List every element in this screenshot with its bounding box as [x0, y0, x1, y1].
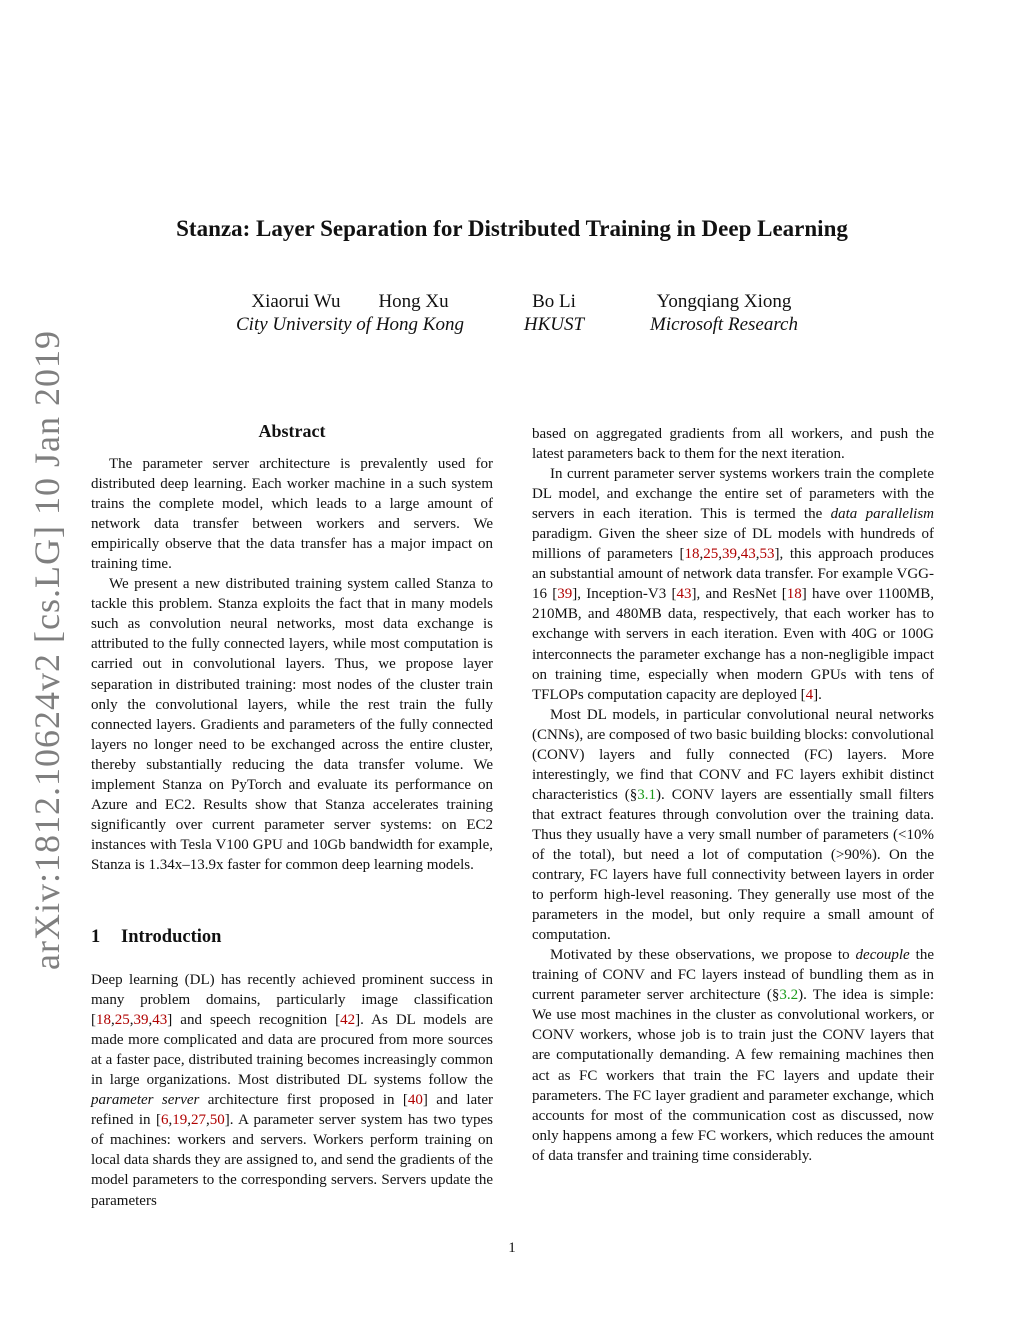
intro-left-column: [91, 970, 493, 1211]
citation-link[interactable]: 39: [721, 546, 737, 563]
intro-paragraph-1: Deep learning (DL) has recently achieved prominent success in many problem domains, particularly image classification [18,25,39,43] and speech recognition [42]. As DL models are made more complicated and data are procured from more sources at a faster pace, distributed training becomes increasingly common in large organizations. Most distributed DL systems follow the parameter server architecture first proposed in [40] and later refined in [6,19,27,50]. A parameter server system has two types of machines: workers and servers. Workers perform training on local data shards they are assigned to, and send the gradients of the model parameters to the corresponding servers. Servers update the parameters: [91, 972, 493, 1209]
abstract-paragraph-1: The parameter server architecture is prevalently used for distributed deep learning. Each worker machine in a such system trains the complete model, which leads to a large amount of network data transfer between workers and servers. We empirically observe that the data transfer has a major impact on training time.: [91, 456, 493, 573]
citation-link[interactable]: 19: [172, 1112, 188, 1129]
page-number: 1: [508, 1240, 516, 1256]
citation-link[interactable]: 43: [740, 546, 756, 563]
citation-link[interactable]: 18: [786, 586, 802, 603]
intro-paragraph-1-continued: based on aggregated gradients from all workers, and push the latest parameters back to them for the next iteration.: [532, 426, 934, 463]
author-block-3: [634, 290, 814, 336]
section-ref-link[interactable]: 3.2: [779, 987, 799, 1004]
citation-link[interactable]: 39: [557, 586, 573, 603]
section-ref-link[interactable]: 3.1: [637, 786, 657, 803]
arxiv-stamp-text: arXiv:1812.10624v2 [cs.LG] 10 Jan 2019: [27, 330, 68, 970]
citation-link[interactable]: 42: [340, 1012, 356, 1029]
author-affiliation: Microsoft Research: [650, 314, 798, 335]
author-block-1: [220, 290, 480, 336]
citation-link[interactable]: 25: [703, 546, 719, 563]
author-names: Bo Li: [532, 291, 576, 312]
citation-link[interactable]: 43: [676, 586, 692, 603]
citation-link[interactable]: 6: [160, 1112, 169, 1129]
abstract-body: [91, 454, 493, 875]
citation-link[interactable]: 4: [805, 686, 814, 703]
author-names: Yongqiang Xiong: [656, 291, 792, 312]
citation-link[interactable]: 18: [684, 546, 700, 563]
author-names: Xiaorui Wu Hong Xu: [251, 291, 449, 312]
citation-link[interactable]: 18: [96, 1012, 111, 1029]
citation-link[interactable]: 25: [114, 1012, 130, 1029]
section-number: 1: [91, 927, 101, 947]
author-affiliation: City University of Hong Kong: [236, 314, 464, 335]
arxiv-stamp: [18, 330, 76, 970]
author-block-2: [504, 290, 604, 336]
author-affiliation: HKUST: [523, 314, 585, 335]
intro-right-column: [532, 424, 934, 1166]
paper-title: Stanza: Layer Separation for Distributed Training in Deep Learning: [176, 216, 848, 241]
section-heading-introduction: [91, 927, 221, 948]
abstract-paragraph-2: We present a new distributed training system called Stanza to tackle this problem. Stanza exploits the fact that in many models such as convolution neural networks, most data exchange is attributed to the fully connected layers, while most computation is carried out in convolutional layers. Thus, we propose layer separation in distributed training: most nodes of the cluster train only the convolutional layers, while the rest train the fully connected layers. Gradients and parameters of the fully connected layers no longer need to be exchanged across the entire cluster, thereby substantially reducing the data transfer volume. We implement Stanza on PyTorch and evaluate its performance on Azure and EC2. Results show that Stanza accelerates training significantly over current parameter server systems: on EC2 instances with Tesla V100 GPU and 10Gb bandwidth for example, Stanza is 1.34x–13.9x faster for common deep learning models.: [91, 576, 493, 873]
citation-link[interactable]: 27: [190, 1112, 206, 1129]
citation-link[interactable]: 43: [152, 1012, 168, 1029]
section-title: Introduction: [121, 927, 222, 947]
citation-link[interactable]: 50: [209, 1112, 225, 1129]
citation-link[interactable]: 53: [759, 546, 775, 563]
intro-paragraph-2: In current parameter server systems workers train the complete DL model, and exchange the entire set of parameters with the servers in each iteration. This is termed the data parallelism paradigm. Given the sheer size of DL models with hundreds of millions of parameters [18,25,39,43,53], this approach produces an substantial amount of network data transfer. For example VGG-16 [39], Inception-V3 [43], and ResNet [18] have over 1100MB, 210MB, and 480MB data, respectively, that each worker has to exchange with servers in each iteration. Even with 40G or 100G interconnects the parameter exchange has a non-negligible impact on training time, especially when modern GPUs with tens of TFLOPs computation capacity are deployed [4].: [532, 466, 935, 703]
citation-link[interactable]: 39: [133, 1012, 149, 1029]
intro-paragraph-4: Motivated by these observations, we propose to decouple the training of CONV and FC layers instead of bundling them as in current parameter server architecture (§3.2). The idea is simple: We use most machines in the cluster as convolutional workers, or CONV workers, whose job is to train just the CONV layers that are computationally demanding. A few remaining machines then act as FC workers that train the FC layers and update their parameters. The FC layer gradient and parameter exchange, which accounts for most of the communication cost as discussed, now only happens among a few FC workers, which reduces the amount of data transfer and training time considerably.: [532, 947, 934, 1164]
abstract-heading: Abstract: [258, 421, 326, 441]
citation-link[interactable]: 40: [407, 1092, 423, 1109]
intro-paragraph-3: Most DL models, in particular convolutional neural networks (CNNs), are composed of two basic building blocks: convolutional (CONV) layers and fully connected (FC) layers. More interestingly, we find that CONV and FC layers exhibit distinct characteristics (§3.1). CONV layers are essentially small filters that extract features through convolution over the training data. Thus they usually have a very small number of parameters (<10% of the total), but need a lot of computation (>90%). On the contrary, FC layers have full connectivity between layers in order to perform high-level reasoning. They generally use most of the parameters in the model, but only require a small amount of computation.: [532, 706, 935, 944]
